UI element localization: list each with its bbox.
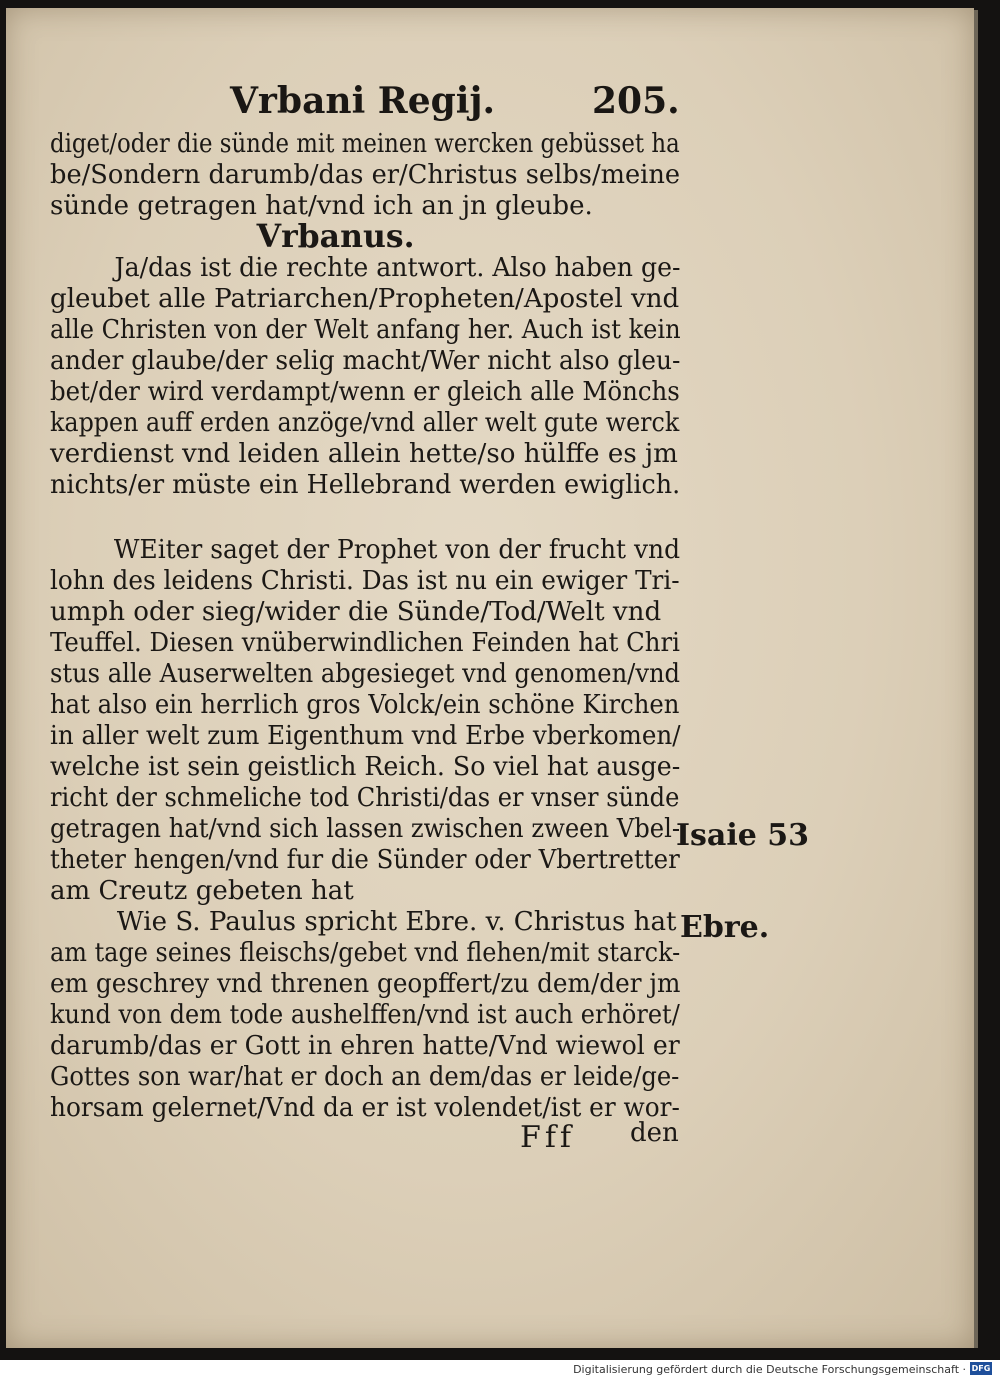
text-line: gleubet alle Patriarchen/Propheten/Apostel vnd: [50, 283, 680, 314]
text-line: alle Christen von der Welt anfang her. Auch ist kein: [50, 314, 681, 345]
credit-text: Digitalisierung gefördert durch die Deutsche Forschungsgemeinschaft ·: [573, 1363, 966, 1376]
text-line: Gottes son war/hat er doch an dem/das er leide/ge-: [50, 1061, 680, 1092]
text-line: stus alle Auserwelten abgesieget vnd genomen/vnd: [50, 658, 681, 689]
text-line: be/Sondern darumb/das er/Christus selbs/meine: [50, 159, 681, 190]
text-line: Teuffel. Diesen vnüberwindlichen Feinden hat Chri: [50, 627, 680, 658]
text-line: richt der schmeliche tod Christi/das er vnser sünde: [50, 782, 680, 813]
text-line: hat also ein herrlich gros Volck/ein schöne Kirchen: [50, 689, 680, 720]
text-line: kappen auff erden anzöge/vnd aller welt gute werck: [50, 407, 680, 438]
text-line: kund von dem tode aushelffen/vnd ist auch erhöret/: [50, 999, 680, 1030]
signature-mark: Fff: [520, 1120, 576, 1155]
text-line: darumb/das er Gott in ehren hatte/Vnd wiewol er: [50, 1030, 680, 1061]
text-line: verdienst vnd leiden allein hette/so hülffe es jm: [50, 438, 678, 469]
text-line: Wie S. Paulus spricht Ebre. v. Christus hat: [116, 906, 677, 937]
margin-note-isaie: Isaie 53: [676, 818, 810, 853]
paragraph-gap: [50, 500, 690, 534]
margin-note-ebre: Ebre.: [680, 910, 770, 945]
text-line: diget/oder die sünde mit meinen wercken gebüsset ha: [50, 128, 680, 159]
page-edge: [974, 10, 978, 1348]
speaker-heading: Vrbanus.: [256, 217, 415, 255]
text-line: sünde getragen hat/vnd ich an jn gleube.: [50, 190, 593, 221]
text-line: Ja/das ist die rechte antwort. Also haben ge-: [114, 252, 681, 283]
text-line: ander glaube/der selig macht/Wer nicht also gleu-: [50, 345, 681, 376]
text-line: getragen hat/vnd sich lassen zwischen zween Vbel-: [50, 813, 681, 844]
text-line: am Creutz gebeten hat: [50, 875, 354, 906]
dfg-logo-icon: DFG: [971, 1364, 991, 1373]
page-number: 205.: [592, 80, 680, 122]
text-line: WEiter saget der Prophet von der frucht vnd: [113, 534, 681, 565]
text-line: umph oder sieg/wider die Sünde/Tod/Welt vnd: [50, 596, 662, 627]
text-line: bet/der wird verdampt/wenn er gleich alle Mönchs: [50, 376, 680, 407]
text-line: theter hengen/vnd fur die Sünder oder Vbertretter: [50, 844, 680, 875]
text-line: em geschrey vnd threnen geopffert/zu dem/der jm: [50, 968, 681, 999]
catchword: den: [630, 1118, 679, 1148]
text-line: horsam gelernet/Vnd da er ist volendet/ist er wor-: [50, 1092, 680, 1123]
text-block: [50, 128, 690, 1123]
text-line: welche ist sein geistlich Reich. So viel hat ausge-: [50, 751, 681, 782]
text-line: in aller welt zum Eigenthum vnd Erbe vberkomen/: [50, 720, 681, 751]
text-line: am tage seines fleischs/gebet vnd flehen/mit starck-: [50, 937, 681, 968]
running-title: Vrbani Regij.: [230, 80, 496, 122]
text-line: nichts/er müste ein Hellebrand werden ewiglich.: [50, 469, 681, 500]
text-line: lohn des leidens Christi. Das ist nu ein ewiger Tri-: [50, 565, 680, 596]
